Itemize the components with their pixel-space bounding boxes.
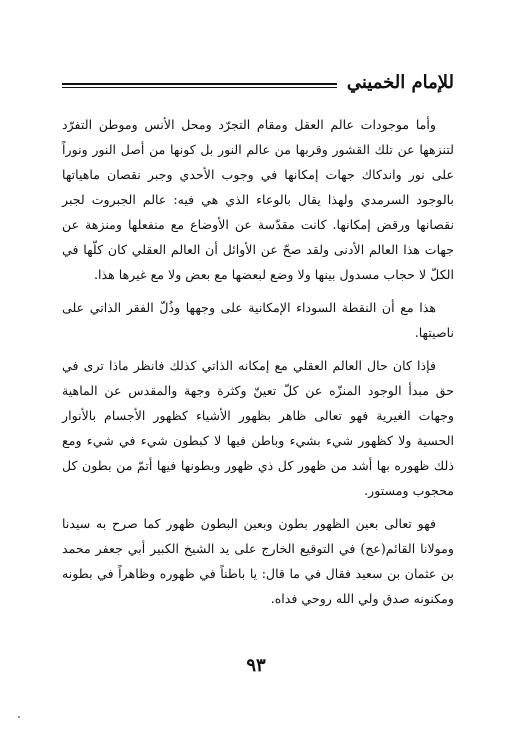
- header-title: للإمام الخميني: [337, 72, 454, 94]
- running-header: [62, 64, 454, 104]
- paragraph-2: هذا مع أن النقطة السوداء الإمكانية على وجهها وذُلّ الفقر الذاتي على ناصيتها.: [62, 300, 454, 340]
- page-body: [62, 112, 454, 619]
- paragraph-3: فإذا كان حال العالم العقلي مع إمكانه الذاتي كذلك فانظر ماذا ترى في حق مبدأ الوجود المنزّه عن كلّ تعينّ وكثرة وجهة والمقدس عن الماهية وجهات الغيرية فهو تعالى ظاهر بظهور الأشياء كظهور الأجسام بالأنوار الحسية ولا كظهور شيء بشيء وباطن فيها لا كبطون شيء في شيء ومع ذلك ظهوره بها أشد من ظهور كل ذي ظهور وبطونها فيها أتمّ من بطون كل محجوب ومستور.: [62, 358, 454, 498]
- scan-speck: [18, 716, 20, 718]
- page-number: ٩٣: [246, 655, 266, 676]
- paragraph-4: فهو تعالى بعين الظهور بطون وبعين البطون ظهور كما صرح به سيدنا ومولانا القائم(عج) في التوقيع الخارج على يد الشيخ الكبير أبي جعفر محمد بن عثمان بن سعيد فقال في ما قال: يا باطناً في ظهوره وظاهراً في بطونه ومكنونه صدق ولي الله روحي فداه.: [62, 516, 454, 606]
- paragraph-1: وأما موجودات عالم العقل ومقام التجرّد ومحل الأنس وموطن التفرّد لتنزهها عن تلك القشور وقربها من عالم النور بل كونها من أصل النور ونوراً على نور واندكاك جهات إمكانها في وجوب الأحدي وجبر نقصان ماهياتها بالوجود السرمدي ولهذا يقال بالوعاء الذي هي فيه: عالم الجبروت لجبر نقصانها ورقض إمكانها. كانت مقدّسة عن الأوضاع مع منفعلها ومنزهة عن جهات هذا العالم الأدنى ولقد صحّ عن الأوائل أن العالم العقلي كان كلّها في الكلّ لا حجاب مسدول بينها ولا وضع لبعضها مع بعض ولا مع غيرها هذا.: [62, 117, 454, 282]
